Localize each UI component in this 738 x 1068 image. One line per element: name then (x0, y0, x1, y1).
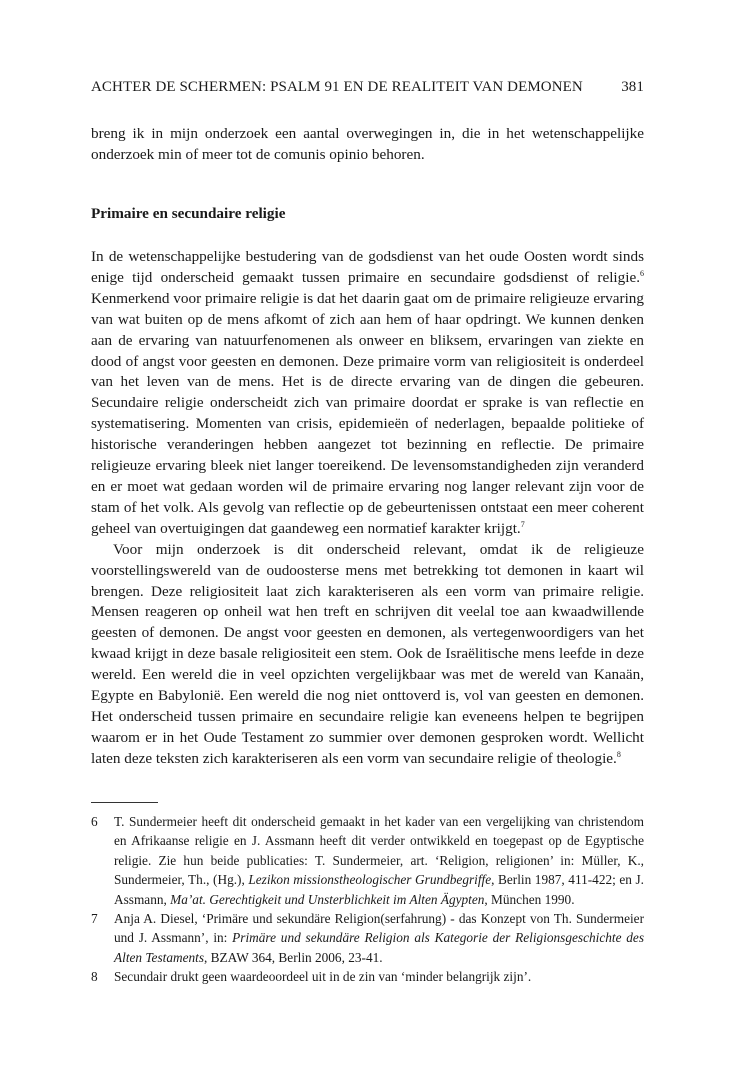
footnote-text-part: Anja A. Diesel, ‘Primäre und sekundäre Religion(serfahrung) - das Konzept von Th. Sundermeier und J. Assmann’, in: (114, 911, 644, 946)
footnote-ref-8: 8 (616, 749, 621, 759)
footnote (91, 909, 644, 967)
paragraph-1-part-1: In de wetenschappelijke bestudering van de godsdienst van het oude Oosten wordt sinds enige tijd onderscheid gemaakt tussen primaire en secundaire godsdienst of religie. (91, 248, 644, 286)
paragraph-2-text: Voor mijn onderzoek is dit onderscheid relevant, omdat ik de religieuze voorstellingswereld van de oudoosterse mens met betrekking tot demonen in kaart wil brengen. Deze religiositeit laat zich karakteriseren als een vorm van primaire religie. Mensen reageren op onheil wat hen treft en schrijven dit veelal toe aan kwaadwillende geesten of demonen. De angst voor geesten en demonen, als vertegenwoordigers van het kwaad krijgt in deze basale religiositeit een stem. Ook de Israëlitische mens leefde in deze wereld. Een wereld die in veel opzichten vergelijkbaar was met de wereld van Kanaän, Egypte en Babylonië. Een wereld die nog niet onttoverd is, vol van geesten en demonen. Het onderscheid tussen primaire en secundaire religie kan eveneens helpen te begrijpen waarom er in het Oude Testament zo summier over demonen gesproken wordt. Wellicht laten deze teksten zich karakteriseren als een vorm van secundaire religie of theologie. (91, 540, 644, 767)
footnote-separator (91, 802, 158, 803)
body-text (91, 247, 644, 770)
intro-paragraph (91, 124, 644, 166)
footnote (91, 967, 644, 986)
footnote (91, 812, 644, 909)
paragraph-1-part-2: Kenmerkend voor primaire religie is dat het daarin gaat om de primaire religieuze ervaring van wat buiten op de mens afkomt of zich aan hem of haar opdringt. We kunnen denken aan de ervaring van natuurfenomenen als onweer en bliksem, ervaringen van ziekte en dood of angst voor geesten en demonen. Deze primaire vorm van religiositeit is onderdeel van het leven van de mens. Het is de directe ervaring van de dingen die gebeuren. Secundaire religie onderscheidt zich van primaire doordat er sprake is van reflectie en systematisering. Momenten van crisis, epidemieën of nederlagen, bepaalde politieke of historische veranderingen hebben aangezet tot bezinning en reflectie. De primaire religieuze ervaring bleek niet langer toereikend. De levensomstandigheden zijn veranderd en er moet wat gedaan worden wil de primaire ervaring nog langer relevant zijn voor de stam of het volk. Als gevolg van reflectie op de gebeurtenissen ontstaat een meer coherent geheel van overtuigingen dat gaandeweg een normatief karakter krijgt. (91, 289, 644, 537)
footnote-ref-6: 6 (640, 268, 644, 278)
running-title: ACHTER DE SCHERMEN: PSALM 91 EN DE REALITEIT VAN DEMONEN (91, 79, 583, 95)
running-header (91, 77, 644, 97)
footnote-number: 7 (91, 911, 98, 927)
footnotes (91, 812, 644, 987)
paragraph-2 (91, 540, 644, 770)
footnote-text-part: T. Sundermeier heeft dit onderscheid gemaakt in het kader van een vergelijking van christendom en Afrikaanse religie en J. Assmann heeft dit verder ontwikkeld en toegepast op de Egyptische religie. Zie hun beide publicaties: T. Sundermeier, art. ‘Religion, religionen’ in: Müller, K., Sundermeier, Th., (Hg.), (114, 814, 644, 888)
footnote-text-part: , Berlin 1987, 411-422; en J. Assmann, (114, 872, 644, 907)
footnote-text (114, 909, 644, 967)
footnote-text: Secundair drukt geen waardeoordeel uit in de zin van ‘minder belangrijk zijn’. (114, 969, 532, 985)
footnote-title-italic: Lezikon missionstheologischer Grundbegriffe (248, 872, 492, 888)
footnote-number: 8 (91, 969, 98, 985)
intro-text: breng ik in mijn onderzoek een aantal overwegingen in, die in het wetenschappelijke onderzoek min of meer tot de comunis opinio behoren. (91, 125, 644, 163)
footnote-text-part: , BZAW 364, Berlin 2006, 23-41. (204, 949, 383, 965)
footnote-title-italic: Primäre und sekundäre Religion als Kategorie der Religionsgeschichte des Alten Testaments (114, 930, 644, 965)
footnote-text-part: , München 1990. (484, 891, 575, 907)
page-number: 381 (621, 79, 644, 95)
section-heading: Primaire en secundaire religie (91, 205, 286, 222)
footnote-number: 6 (91, 814, 98, 829)
footnote-ref-7: 7 (520, 519, 525, 529)
paragraph-1 (91, 247, 644, 540)
footnote-text (114, 812, 644, 909)
footnote-title-italic: Ma’at. Gerechtigkeit und Unsterblichkeit im Alten Ägypten (170, 891, 485, 907)
